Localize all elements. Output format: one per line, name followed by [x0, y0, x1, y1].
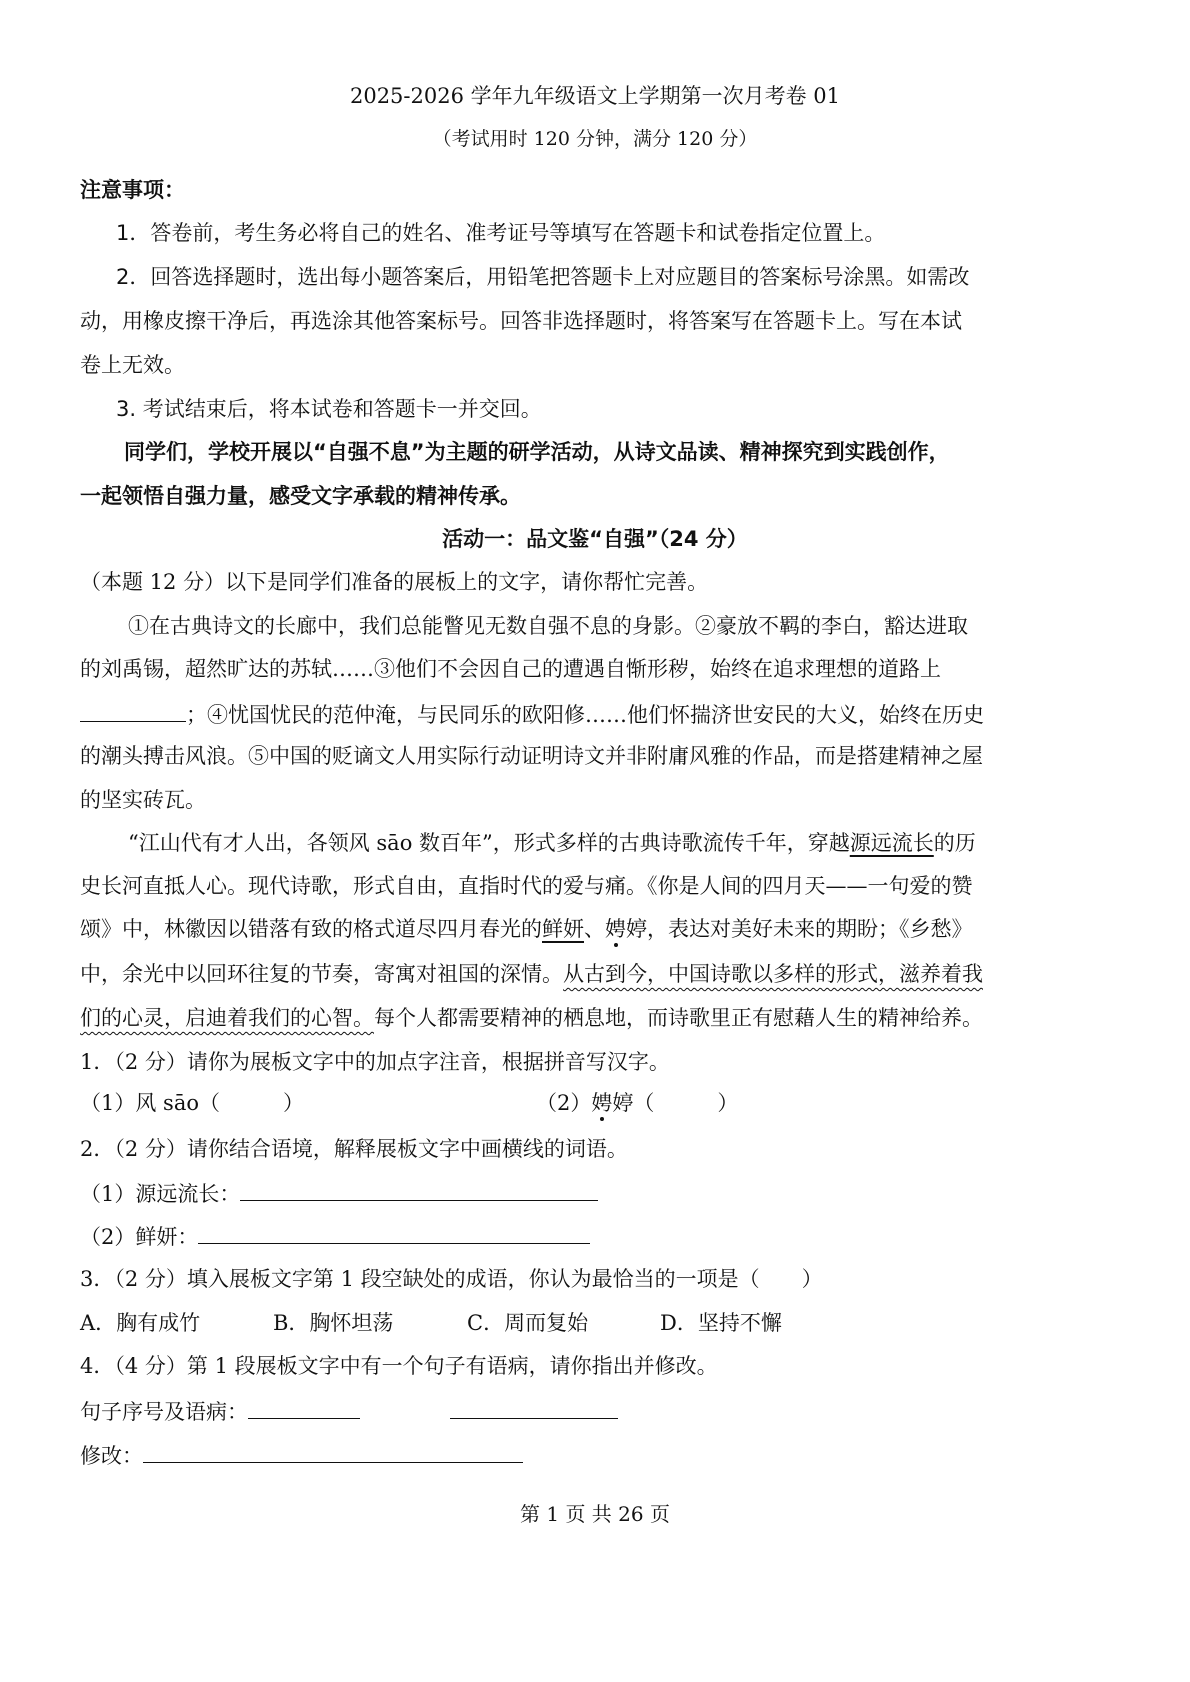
question-1-part-1[interactable]: （1）风 sāo（ ）: [80, 1091, 304, 1115]
passage-1-line-5: 的坚实砖瓦。: [80, 788, 206, 812]
question-3-option-a[interactable]: A．胸有成竹: [80, 1311, 201, 1335]
question-2-part-2: [80, 1221, 590, 1251]
notice-item-2-line-3: 卷上无效。: [80, 353, 185, 377]
page-number: 第 1 页 共 26 页: [520, 1502, 670, 1526]
passage-2-line-5: [80, 1004, 983, 1032]
question-4-part-1: [80, 1396, 618, 1426]
passage-1-line-1: ①在古典诗文的长廊中，我们总能瞥见无数自强不息的身影。②豪放不羁的李白，豁达进取: [128, 614, 968, 638]
question-2-part-2-label: （2）鲜妍：: [80, 1225, 199, 1249]
underlined-word-xianyan: 鲜妍: [542, 917, 584, 941]
question-3: 3．（2 分）填入展板文字第 1 段空缺处的成语，你认为最恰当的一项是（ ）: [80, 1267, 823, 1291]
passage-2-line-4-text: 中，余光中以回环往复的节奏，寄寓对祖国的深情。: [80, 962, 563, 986]
question-1-part-2-text: 婷（ ）: [612, 1091, 739, 1115]
notice-item-2-line-2: 动，用橡皮擦干净后，再选涂其他答案标号。回答非选择题时，将答案写在答题卡上。写在本试: [80, 309, 962, 333]
question-4: 4．（4 分）第 1 段展板文字中有一个句子有语病，请你指出并修改。: [80, 1354, 718, 1378]
wavy-underlined-sentence-part-2: 们的心灵，启迪着我们的心智。: [80, 1006, 374, 1030]
question-2-part-1: [80, 1178, 598, 1208]
passage-1-line-3: ；④忧国忧民的范仲淹，与民同乐的欧阳修……他们怀揣济世安民的大义，始终在历史: [186, 703, 984, 727]
page-title: 2025-2026 学年九年级语文上学期第一次月考卷 01: [349, 84, 841, 108]
passage-2-line-3-text: 颂》中，林徽因以错落有致的格式道尽四月春光的: [80, 917, 542, 941]
question-1-part-2-number: （2）: [536, 1091, 592, 1115]
question-4-part-2-label: 修改：: [80, 1444, 143, 1468]
exam-subtitle: （考试用时 120 分钟，满分 120 分）: [432, 128, 758, 150]
answer-line-correction[interactable]: [143, 1440, 523, 1463]
question-4-part-2: [80, 1440, 523, 1470]
activity-1-heading: 活动一：品文鉴“自强”（24 分）: [442, 527, 748, 551]
intro-line-2: 一起领悟自强力量，感受文字承载的精神传承。: [80, 484, 521, 508]
passage-2-line-1-text: “江山代有才人出，各领风 sāo 数百年”，形式多样的古典诗歌流传千年，穿越: [128, 831, 850, 855]
question-1-part-2[interactable]: [536, 1089, 738, 1117]
question-3-option-c[interactable]: C．周而复始: [467, 1311, 589, 1335]
dotted-char-ping-question: 娉: [591, 1091, 613, 1115]
underlined-word-yuanyuanliuchang: 源远流长: [849, 831, 934, 855]
question-2: 2．（2 分）请你结合语境，解释展板文字中画横线的词语。: [80, 1137, 628, 1161]
answer-line-yuanyuanliuchang[interactable]: [240, 1178, 598, 1201]
passage-2-line-3: [80, 915, 973, 943]
passage-2-line-4: [80, 960, 983, 988]
passage-2-line-1-end: 的历: [933, 831, 976, 855]
answer-line-sentence-number[interactable]: [248, 1396, 360, 1419]
question-2-part-1-label: （1）源远流长：: [80, 1182, 241, 1206]
answer-line-xianyan[interactable]: [198, 1221, 590, 1244]
notice-item-2-line-1: 2．回答选择题时，选出每小题答案后，用铅笔把答题卡上对应题目的答案标号涂黑。如需改: [116, 265, 970, 289]
dotted-char-ping: 娉: [605, 917, 626, 941]
notice-heading: 注意事项：: [80, 178, 185, 202]
idiom-blank[interactable]: [80, 699, 186, 722]
question-4-part-1-label: 句子序号及语病：: [80, 1400, 248, 1424]
question-1: 1．（2 分）请你为展板文字中的加点字注音，根据拼音写汉字。: [80, 1050, 670, 1074]
passage-2-line-2: 史长河直抵人心。现代诗歌，形式自由，直指时代的爱与痛。《你是人间的四月天——一句爱的赞: [80, 874, 973, 898]
activity-1-lead: （本题 12 分）以下是同学们准备的展板上的文字，请你帮忙完善。: [80, 570, 709, 594]
notice-item-3: 3. 考试结束后，将本试卷和答题卡一并交回。: [116, 397, 542, 421]
intro-line-1: 同学们，学校开展以“自强不息”为主题的研学活动，从诗文品读、精神探究到实践创作，: [124, 440, 950, 464]
question-3-option-b[interactable]: B．胸怀坦荡: [273, 1311, 394, 1335]
answer-line-grammar-error[interactable]: [450, 1396, 618, 1419]
passage-2-comma: 、: [584, 917, 605, 941]
passage-2-line-5-end: 每个人都需要精神的栖息地，而诗歌里正有慰藉人生的精神给养。: [374, 1006, 983, 1030]
notice-item-1: 1．答卷前，考生务必将自己的姓名、准考证号等填写在答题卡和试卷指定位置上。: [116, 221, 886, 245]
wavy-underlined-sentence-part-1: 从古到今，中国诗歌以多样的形式，滋养着我: [563, 962, 983, 986]
question-3-option-d[interactable]: D．坚持不懈: [660, 1311, 782, 1335]
passage-1-line-3-container: [80, 699, 984, 729]
passage-1-line-4: 的潮头搏击风浪。⑤中国的贬谪文人用实际行动证明诗文并非附庸风雅的作品，而是搭建精神之屋: [80, 744, 983, 768]
passage-1-line-2: 的刘禹锡，超然旷达的苏轼……③他们不会因自己的遭遇自惭形秽，始终在追求理想的道路上: [80, 657, 941, 681]
passage-2-line-3-end: 婷，表达对美好未来的期盼；《乡愁》: [626, 917, 973, 941]
passage-2-line-1: [128, 829, 976, 857]
